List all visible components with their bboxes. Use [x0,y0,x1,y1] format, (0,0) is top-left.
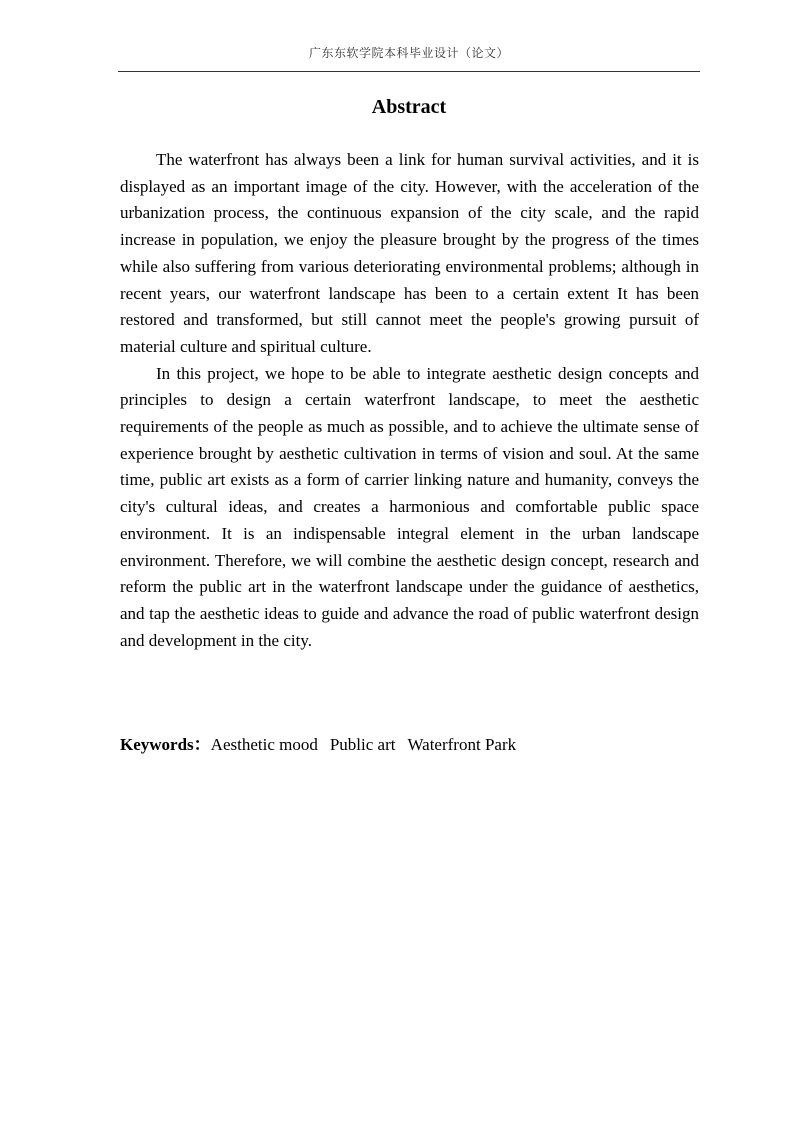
abstract-paragraph: The waterfront has always been a link for human survival activities, and it is displayed as an important image of the city. However, with the acceleration of the urbanization process, the continuous expansion of the city scale, and the rapid increase in population, we enjoy the pleasure brought by the progress of the times while also suffering from various deteriorating environmental problems; although in recent years, our waterfront landscape has been to a certain extent It has been restored and transformed, but still cannot meet the people's growing pursuit of material culture and spiritual culture. [120,150,699,356]
running-header: 广东东软学院本科毕业设计（论文） [308,46,509,60]
keywords-label: Keywords： [120,735,211,754]
abstract-title: Abstract [371,96,447,118]
keywords-line [120,732,699,758]
keyword-item: Waterfront Park [407,735,517,754]
abstract-body [120,147,699,654]
abstract-paragraph: In this project, we hope to be able to integrate aesthetic design concepts and principles to design a certain waterfront landscape, to meet the aesthetic requirements of the people as much as possible, and to achieve the ultimate sense of experience brought by aesthetic cultivation in terms of vision and soul. At the same time, public art exists as a form of carrier linking nature and humanity, conveys the city's cultural ideas, and creates a harmonious and comfortable public space environment. It is an indispensable integral element in the urban landscape environment. Therefore, we will combine the aesthetic design concept, research and reform the public art in the waterfront landscape under the guidance of aesthetics, and tap the aesthetic ideas to guide and advance the road of public waterfront design and development in the city. [120,363,699,650]
header-divider [118,71,700,72]
keyword-item: Aesthetic mood [210,735,318,754]
keyword-item: Public art [329,735,396,754]
